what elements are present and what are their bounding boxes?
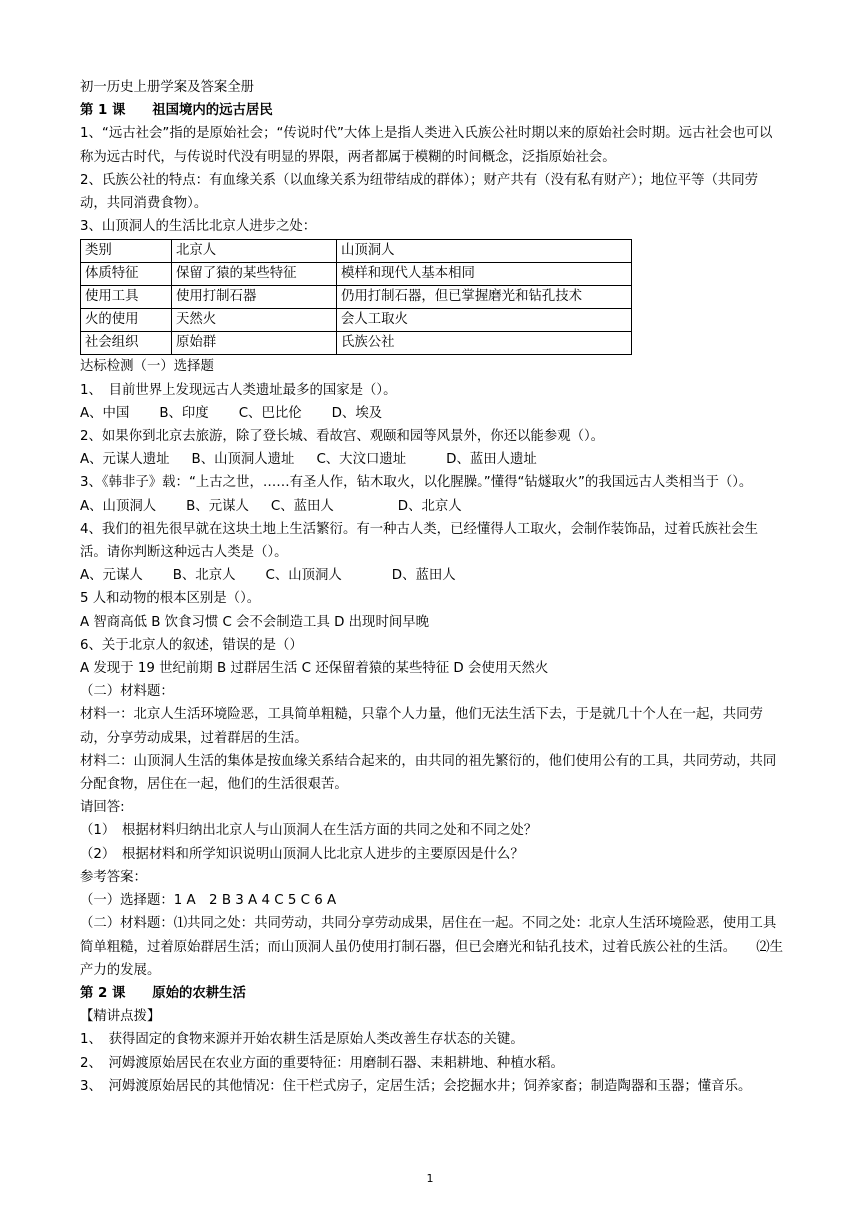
lesson1-title: 第 1 课 祖国境内的远古居民 [80, 103, 273, 119]
table-header-row [81, 240, 632, 263]
table-cell: 保留了猿的某些特征 [172, 263, 337, 286]
quiz-heading: 达标检测（一）选择题 [80, 359, 214, 375]
ask-2: （2） 根据材料和所学知识说明山顶洞人比北京人进步的主要原因是什么？ [80, 846, 524, 862]
option: A、元谋人 [80, 568, 143, 584]
option: C、蓝田人 [270, 498, 334, 514]
option: D、北京人 [397, 498, 462, 514]
table-cell: 体质特征 [81, 263, 172, 286]
option: B、印度 [159, 405, 209, 421]
table-row [81, 332, 632, 355]
option: D、蓝田人遗址 [446, 452, 537, 468]
table-row [81, 263, 632, 286]
table-cell: 天然火 [172, 309, 337, 332]
table-cell: 使用打制石器 [172, 286, 337, 309]
lesson2-point-2: 2、 河姆渡原始居民在农业方面的重要特征：用磨制石器、耒耜耕地、种植水稻。 [80, 1055, 564, 1071]
option: D、蓝田人 [391, 568, 456, 584]
option: A、中国 [80, 405, 130, 421]
table-cell: 仍用打制石器，但已掌握磨光和钻孔技术 [337, 286, 632, 309]
option: B、山顶洞人遗址 [191, 452, 295, 468]
option: B、元谋人 [186, 498, 249, 514]
comparison-table [80, 239, 632, 355]
table-cell: 山顶洞人 [337, 240, 632, 263]
option: A、元谋人遗址 [80, 452, 170, 468]
material-2: 材料二：山顶洞人生活的集体是按血缘关系结合起来的，由共同的祖先繁衍的，他们使用公有的工具，共同劳动，共同分配食物，居住在一起，他们的生活很艰苦。 [80, 753, 777, 793]
material-heading: （二）材料题： [80, 684, 174, 700]
table-cell: 火的使用 [81, 309, 172, 332]
question-4: 4、我们的祖先很早就在这块土地上生活繁衍。有一种古人类，已经懂得人工取火，会制作装饰品，过着氏族社会生活。请你判断这种远古人类是（）。 [80, 521, 759, 561]
page-number: 1 [426, 1172, 434, 1185]
answer-heading: 参考答案： [80, 869, 147, 885]
question-4-options [80, 564, 784, 587]
lesson1-point-3: 3、山顶洞人的生活比北京人进步之处： [80, 219, 317, 235]
question-5-options: A 智商高低 B 饮食习惯 C 会不会制造工具 D 出现时间早晚 [80, 614, 430, 630]
table-cell: 模样和现代人基本相同 [337, 263, 632, 286]
lesson1-point-2: 2、氏族公社的特点：有血缘关系（以血缘关系为纽带结成的群体）；财产共有（没有私有财产）；地位平等（共同劳动，共同消费食物）。 [80, 172, 759, 212]
lesson2-point-3: 3、 河姆渡原始居民的其他情况：住干栏式房子，定居生活；会挖掘水井；饲养家畜；制造陶器和玉器；懂音乐。 [80, 1078, 752, 1094]
option: C、巴比伦 [238, 405, 302, 421]
lesson2-section-heading: 【精讲点拨】 [80, 1009, 161, 1025]
answer-2: （二）材料题：⑴共同之处：共同劳动，共同分享劳动成果，居住在一起。不同之处：北京人生活环境险恶，使用工具简单粗糙，过着原始群居生活；而山顶洞人虽仍使用打制石器，但已会磨光和钻孔技术，过着氏族公社的生活。 ⑵生产力的发展。 [80, 916, 783, 978]
ask-1: （1） 根据材料归纳出北京人与山顶洞人在生活方面的共同之处和不同之处？ [80, 823, 538, 839]
lesson1-point-1: 1、“远古社会”指的是原始社会；“传说时代”大体上是指人类进入氏族公社时期以来的原始社会时期。远古社会也可以称为远古时代，与传说时代没有明显的界限，两者都属于模糊的时间概念，泛指原始社会。 [80, 126, 773, 165]
question-1: 1、 目前世界上发现远古人类遗址最多的国家是（）。 [80, 382, 397, 398]
question-6: 6、关于北京人的叙述，错误的是（） [80, 637, 303, 653]
option: A、山顶洞人 [80, 498, 157, 514]
table-cell: 原始群 [172, 332, 337, 355]
table-cell: 类别 [81, 240, 172, 263]
option: C、大汶口遗址 [316, 452, 407, 468]
table-cell: 氏族公社 [337, 332, 632, 355]
answer-1: （一）选择题：1 A 2 B 3 A 4 C 5 C 6 A [80, 893, 337, 909]
question-2-options [80, 448, 784, 471]
table-row [81, 286, 632, 309]
option: D、埃及 [331, 405, 383, 421]
option: B、北京人 [172, 568, 236, 584]
question-1-options [80, 402, 784, 425]
document-page [80, 76, 784, 1098]
question-3: 3、《韩非子》载：“上古之世，……有圣人作，钻木取火，以化腥臊。”懂得“钻燧取火”的我国远古人类相当于（）。 [80, 475, 753, 491]
table-cell: 使用工具 [81, 286, 172, 309]
table-cell: 北京人 [172, 240, 337, 263]
table-cell: 社会组织 [81, 332, 172, 355]
question-3-options [80, 495, 784, 518]
document-title: 初一历史上册学案及答案全册 [80, 80, 255, 95]
ask-heading: 请回答: [80, 800, 125, 816]
table-row [81, 309, 632, 332]
option: C、山顶洞人 [265, 568, 342, 584]
lesson2-point-1: 1、 获得固定的食物来源并开始农耕生活是原始人类改善生存状态的关键。 [80, 1032, 524, 1048]
question-5: 5 人和动物的根本区别是（）。 [80, 591, 261, 607]
table-cell: 会人工取火 [337, 309, 632, 332]
material-1: 材料一：北京人生活环境险恶，工具简单粗糙，只靠个人力量，他们无法生活下去，于是就几十个人在一起，共同劳动，分享劳动成果，过着群居的生活。 [80, 707, 763, 746]
question-6-options: A 发现于 19 世纪前期 B 过群居生活 C 还保留着猿的某些特征 D 会使用天然火 [80, 661, 549, 677]
lesson2-title: 第 2 课 原始的农耕生活 [80, 985, 246, 1001]
question-2: 2、如果你到北京去旅游，除了登长城、看故宫、观颐和园等风景外，你还以能参观（）。 [80, 429, 605, 445]
